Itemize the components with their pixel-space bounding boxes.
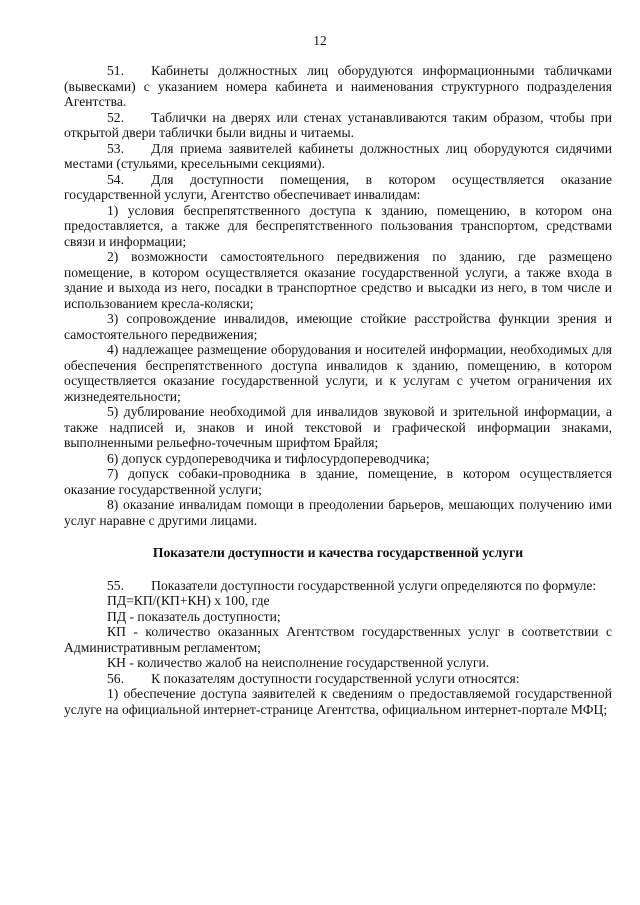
definition-pd: ПД - показатель доступности; [107, 608, 281, 624]
list-item-8: 8) оказание инвалидам помощи в преодолении барьеров, мешающих получению ими услуг наравне с другими лицами. [64, 497, 612, 528]
paragraph-52: 52. Таблички на дверях или стенах устанавливаются таким образом, чтобы при открытой двери таблички были видны и читаемы. [64, 109, 612, 140]
list-item-5: 5) дублирование необходимой для инвалидов звуковой и зрительной информации, а также надписей и, знаков и иной текстовой и графической информации знаками, выполненными рельефно-точечным шрифтом Брайля; [64, 404, 612, 450]
paragraph-51: 51. Кабинеты должностных лиц оборудуются информационными табличками (вывесками) с указанием номера кабинета и наименования структурного подразделения Агентства. [64, 63, 612, 109]
section-heading: Показатели доступности и качества государственной услуги [152, 545, 524, 560]
list-item-6: 6) допуск сурдопереводчика и тифлосурдопереводчика; [107, 450, 430, 466]
formula: ПД=КП/(КП+КН) х 100, где [107, 593, 270, 608]
paragraph-53: 53. Для приема заявителей кабинеты должностных лиц оборудуются сидячими местами (стульями, кресельными секциями). [64, 140, 612, 171]
list-item-1: 1) условия беспрепятственного доступа к зданию, помещению, в котором она предоставляется, а также для беспрепятственного пользования транспортом, средствами связи и информации; [64, 202, 612, 249]
list-item-4: 4) надлежащее размещение оборудования и носителей информации, необходимых для обеспечения беспрепятственного доступа инвалидов к зданию, помещению, в котором осуществляется оказание государственной услуги, и к услугам с учетом ограничения их жизнедеятельности; [64, 342, 612, 404]
definition-kn: КН - количество жалоб на неисполнение государственной услуги. [107, 655, 490, 670]
document-body [64, 63, 612, 717]
paragraph-54: 54. Для доступности помещения, в котором осуществляется оказание государственной услуги, Агентство обеспечивает инвалидам: [64, 171, 612, 202]
list-item-2: 2) возможности самостоятельного передвижения по зданию, где размещено помещение, в котором осуществляется оказание государственной услуги, а также входа в здание и выхода из него, посадки в транспортное средство и высадки из него, в том числе и использованием кресла-коляски; [64, 249, 612, 311]
list-item-7: 7) допуск собаки-проводника в здание, помещение, в котором осуществляется оказание государственной услуги; [64, 466, 612, 497]
paragraph-55: 55. Показатели доступности государственной услуги определяются по формуле: [107, 577, 597, 593]
list-item-3: 3) сопровождение инвалидов, имеющие стойкие расстройства функции зрения и самостоятельного передвижения; [64, 311, 612, 342]
paragraph-56: 56. К показателям доступности государственной услуги относятся: [107, 670, 520, 686]
page-number: 12 [313, 33, 327, 48]
list-item-56-1: 1) обеспечение доступа заявителей к сведениям о предоставляемой государственной услуге на официальной интернет-странице Агентства, официальном интернет-портале МФЦ; [64, 686, 612, 717]
definition-kp: КП - количество оказанных Агентством государственных услуг в соответствии с Административным регламентом; [64, 624, 612, 655]
